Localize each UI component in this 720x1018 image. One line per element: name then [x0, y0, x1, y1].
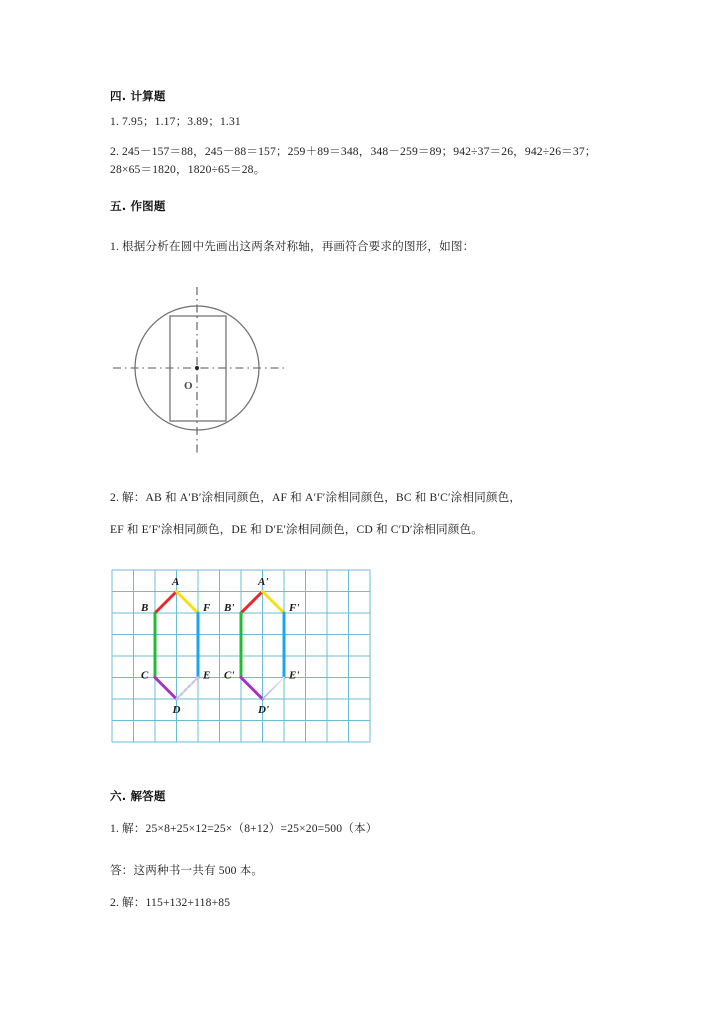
drawing-answer-line-2a: 2. 解：AB 和 A′B′涂相同颜色，AF 和 A′F′涂相同颜色，BC 和 B′C′涂相同颜色， — [110, 491, 522, 504]
vertex-label-B-prime: B' — [224, 602, 235, 614]
vertex-label-A: A — [172, 576, 180, 588]
vertex-label-F-prime: F' — [289, 602, 300, 614]
edge-AF — [177, 592, 199, 614]
vertex-label-D: D — [172, 704, 181, 716]
vertex-label-C-prime: C' — [224, 669, 235, 682]
center-label-o: O — [184, 380, 193, 392]
section-heading-answers: 六. 解答题 — [110, 789, 166, 803]
vertex-label-D-prime: D' — [258, 704, 269, 716]
vertex-label-E: E — [203, 669, 211, 682]
answer-line-2: 答：这两种书一共有 500 本。 — [110, 864, 264, 877]
labels-hexagon-image — [223, 576, 299, 716]
answer-line-3: 2. 解：115+132+118+85 — [110, 896, 231, 909]
edge-CD — [155, 678, 177, 700]
edge-A-prime-B-prime — [241, 592, 263, 614]
vertex-label-B: B — [141, 602, 149, 614]
vertex-label-F: F — [203, 602, 211, 614]
edge-A-prime-F-prime — [263, 592, 285, 614]
edge-AB — [155, 592, 177, 614]
grid-translation-figure — [110, 560, 380, 755]
edge-C-prime-D-prime — [241, 678, 263, 700]
calculation-answer-line-1: 1. 7.95；1.17；3.89；1.31 — [110, 115, 241, 128]
section-heading-drawing: 五. 作图题 — [110, 199, 166, 213]
vertex-label-A-prime: A' — [258, 576, 269, 588]
circle-symmetry-figure — [105, 285, 295, 465]
vertex-label-E-prime: E' — [289, 669, 300, 682]
edge-DE — [177, 678, 199, 700]
drawing-answer-line-1: 1. 根据分析在圆中先画出这两条对称轴，再画符合要求的图形，如图： — [110, 240, 475, 253]
calculation-answer-line-2: 2. 245－157＝88，245－88＝157；259＋89＝348，348－259＝89；942÷37＝26，942÷26＝37；28×65＝1820，1820÷65＝28。 — [110, 145, 597, 176]
answer-line-1: 1. 解：25×8+25×12=25×（8+12）=25×20=500（本） — [110, 822, 378, 835]
edge-D-prime-E-prime — [263, 678, 285, 700]
labels-hexagon-original — [140, 576, 211, 716]
vertex-label-C: C — [141, 669, 149, 682]
section-heading-calculation: 四. 计算题 — [110, 89, 166, 103]
center-point — [195, 366, 199, 370]
drawing-answer-line-2b: EF 和 E′F′涂相同颜色，DE 和 D′E′涂相同颜色，CD 和 C′D′涂相同颜色。 — [110, 523, 484, 536]
